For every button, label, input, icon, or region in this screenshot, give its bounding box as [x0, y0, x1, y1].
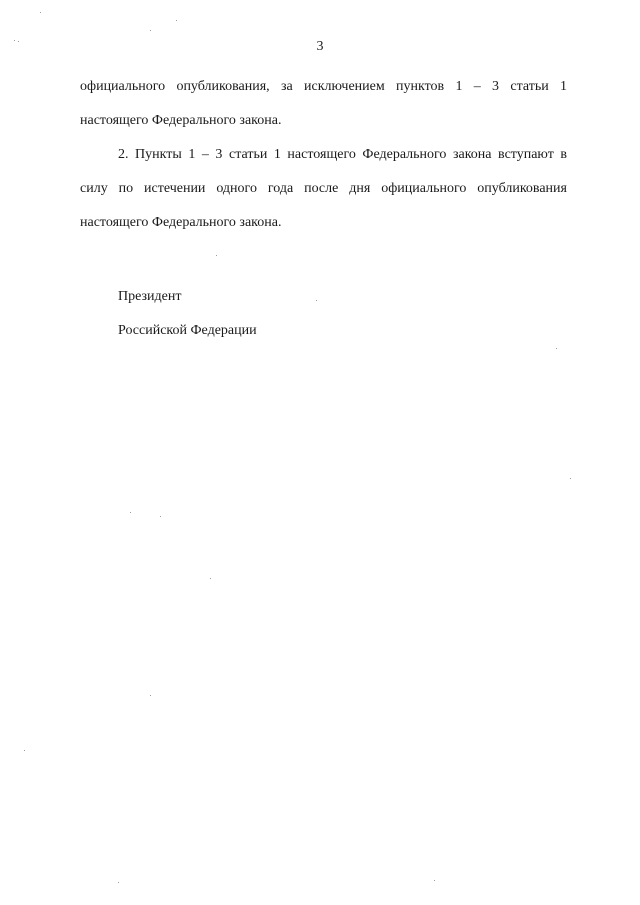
- scan-speck: [24, 750, 25, 751]
- page-number: 3: [316, 39, 324, 54]
- scan-speck: [150, 30, 151, 31]
- text-line: настоящего Федерального закона.: [80, 113, 282, 128]
- paragraph-continuation: [80, 74, 567, 142]
- text-line: настоящего Федерального закона.: [80, 215, 282, 230]
- scan-speck: [18, 41, 19, 42]
- scan-speck: [210, 578, 211, 579]
- scan-speck: [130, 512, 131, 513]
- scan-speck: [150, 695, 151, 696]
- scan-speck: [434, 880, 435, 881]
- scan-speck: [216, 255, 217, 256]
- scan-speck: [176, 20, 177, 21]
- text-line: официального опубликования, за исключением пунктов 1 – 3 статьи 1: [80, 79, 567, 94]
- document-body: [80, 74, 567, 244]
- text-line: 2. Пункты 1 – 3 статьи 1 настоящего Федерального закона вступают в: [118, 147, 567, 162]
- scan-speck: [570, 478, 571, 479]
- signature-block: [118, 284, 257, 352]
- signature-title-line: Российской Федерации: [118, 323, 257, 338]
- scan-speck: [40, 12, 41, 13]
- scan-speck: [14, 40, 15, 41]
- scan-speck: [316, 300, 317, 301]
- text-line: силу по истечении одного года после дня официального опубликования: [80, 181, 567, 196]
- signature-title-line: Президент: [118, 289, 182, 304]
- scan-speck: [118, 882, 119, 883]
- scan-speck: [556, 348, 557, 349]
- scan-speck: [160, 516, 161, 517]
- paragraph-item-2: [80, 142, 567, 244]
